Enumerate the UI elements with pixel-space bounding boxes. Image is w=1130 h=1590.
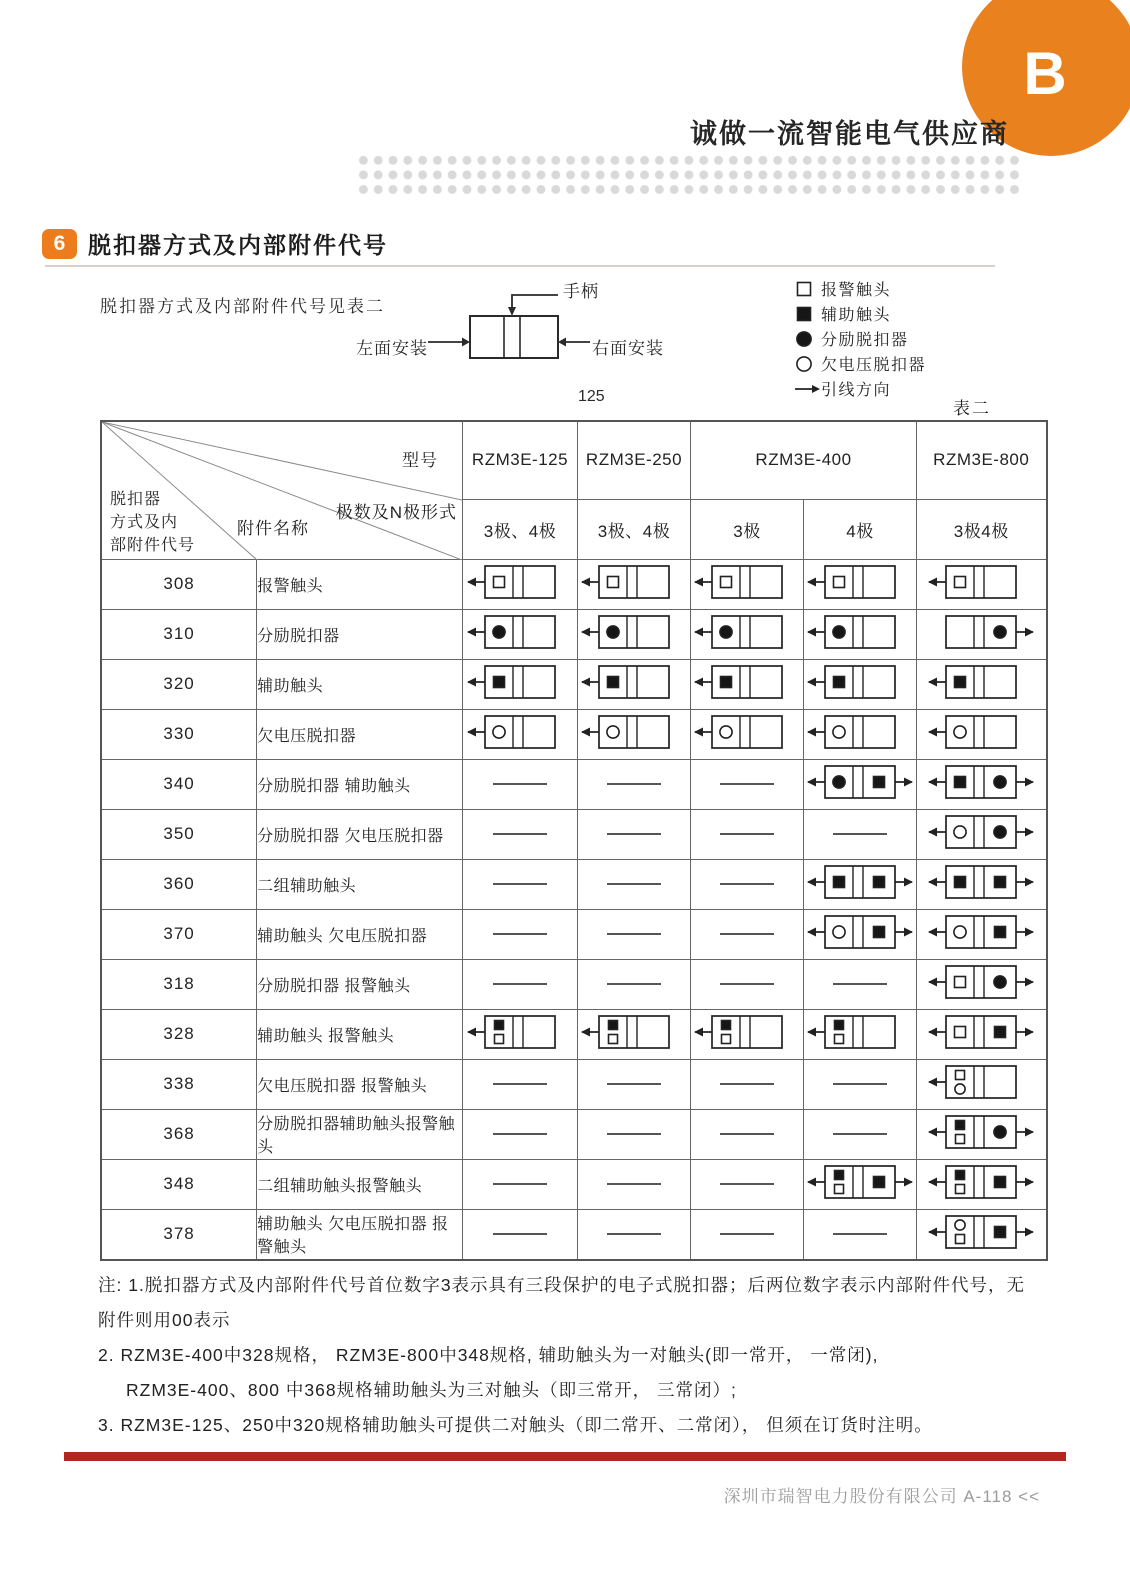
no-accessory-dash bbox=[833, 833, 887, 835]
diagram-cell bbox=[578, 759, 691, 809]
no-accessory-dash bbox=[833, 1133, 887, 1135]
diagram-cell bbox=[463, 559, 578, 609]
pole-header: 3极、4极 bbox=[578, 499, 691, 559]
no-accessory-dash bbox=[607, 1233, 661, 1235]
accessory-diagram bbox=[925, 960, 1037, 1004]
diagram-cell bbox=[463, 1209, 578, 1260]
diagram-cell bbox=[804, 809, 917, 859]
diagram-cell bbox=[917, 709, 1047, 759]
legend-label: 辅助触头 bbox=[821, 307, 892, 324]
section-divider bbox=[45, 265, 995, 267]
accessory-code: 338 bbox=[101, 1059, 257, 1109]
accessory-diagram bbox=[925, 610, 1037, 654]
no-accessory-dash bbox=[493, 933, 547, 935]
accessory-diagram bbox=[464, 560, 576, 604]
table-row bbox=[101, 1059, 1047, 1109]
no-accessory-dash bbox=[720, 783, 774, 785]
diagram-cell bbox=[804, 759, 917, 809]
diagram-cell bbox=[463, 659, 578, 709]
diagram-cell bbox=[463, 1109, 578, 1159]
diagram-cell bbox=[578, 1159, 691, 1209]
pole-header: 3极 bbox=[691, 499, 804, 559]
diagram-cell bbox=[804, 709, 917, 759]
accessory-diagram bbox=[578, 660, 690, 704]
accessory-code: 318 bbox=[101, 959, 257, 1009]
right-mount-label: 右面安装 bbox=[592, 339, 664, 358]
diagram-cell bbox=[917, 759, 1047, 809]
accessory-diagram bbox=[925, 1210, 1037, 1254]
diagram-cell bbox=[917, 809, 1047, 859]
table-row bbox=[101, 759, 1047, 809]
legend-label: 欠电压脱扣器 bbox=[821, 357, 927, 374]
diagram-cell bbox=[691, 559, 804, 609]
diagram-cell bbox=[917, 859, 1047, 909]
legend bbox=[795, 276, 926, 401]
accessory-code: 330 bbox=[101, 709, 257, 759]
table-row bbox=[101, 1109, 1047, 1159]
accessory-diagram bbox=[464, 610, 576, 654]
accessory-diagram bbox=[804, 710, 916, 754]
accessory-code: 350 bbox=[101, 809, 257, 859]
diagram-cell bbox=[463, 709, 578, 759]
accessory-name: 辅助触头 bbox=[257, 659, 463, 709]
table-row bbox=[101, 709, 1047, 759]
accessory-diagram bbox=[464, 1010, 576, 1054]
accessory-code: 378 bbox=[101, 1209, 257, 1260]
footer-bar bbox=[64, 1452, 1066, 1461]
diagram-cell bbox=[917, 1109, 1047, 1159]
accessory-code: 320 bbox=[101, 659, 257, 709]
corner-accessory-label: 附件名称 bbox=[237, 519, 309, 538]
notes bbox=[98, 1268, 1028, 1443]
diagram-cell bbox=[691, 809, 804, 859]
accessory-diagram bbox=[691, 1010, 803, 1054]
accessory-diagram bbox=[925, 1160, 1037, 1204]
no-accessory-dash bbox=[493, 1183, 547, 1185]
intro-text: 脱扣器方式及内部附件代号见表二 bbox=[100, 297, 385, 316]
table-row bbox=[101, 809, 1047, 859]
dots-decoration bbox=[356, 153, 1024, 197]
accessory-diagram bbox=[578, 610, 690, 654]
accessory-diagram bbox=[578, 1010, 690, 1054]
accessory-name: 分励脱扣器 辅助触头 bbox=[257, 759, 463, 809]
diagram-cell bbox=[691, 1159, 804, 1209]
diagram-cell bbox=[691, 1009, 804, 1059]
diagram-cell bbox=[917, 1209, 1047, 1260]
accessory-name: 分励脱扣器 报警触头 bbox=[257, 959, 463, 1009]
accessory-diagram bbox=[578, 560, 690, 604]
diagram-cell bbox=[578, 909, 691, 959]
corner-code-label: 脱扣器 方式及内 部附件代号 bbox=[110, 491, 196, 554]
accessory-name: 分励脱扣器 欠电压脱扣器 bbox=[257, 809, 463, 859]
note-line: 附件则用00表示 bbox=[98, 1310, 231, 1330]
diagram-cell bbox=[578, 1059, 691, 1109]
legend-item bbox=[795, 301, 926, 326]
circle-filled-icon bbox=[795, 330, 821, 348]
diagram-cell bbox=[691, 1059, 804, 1109]
corner-poles-label: 极数及N极形式 bbox=[335, 503, 457, 522]
accessory-code: 348 bbox=[101, 1159, 257, 1209]
accessory-diagram bbox=[804, 910, 916, 954]
accessory-code: 370 bbox=[101, 909, 257, 959]
accessory-code: 340 bbox=[101, 759, 257, 809]
no-accessory-dash bbox=[493, 983, 547, 985]
diagonal-header-cell bbox=[101, 421, 463, 559]
no-accessory-dash bbox=[607, 883, 661, 885]
accessory-diagram bbox=[691, 610, 803, 654]
no-accessory-dash bbox=[720, 883, 774, 885]
diagram-cell bbox=[578, 659, 691, 709]
no-accessory-dash bbox=[493, 1083, 547, 1085]
model-header: RZM3E-250 bbox=[578, 421, 691, 499]
model-header: RZM3E-800 bbox=[917, 421, 1047, 499]
accessory-diagram bbox=[578, 710, 690, 754]
legend-item bbox=[795, 326, 926, 351]
accessory-diagram bbox=[925, 560, 1037, 604]
diagram-cell bbox=[578, 709, 691, 759]
no-accessory-dash bbox=[720, 983, 774, 985]
table-row bbox=[101, 859, 1047, 909]
accessory-diagram bbox=[804, 660, 916, 704]
diagram-cell bbox=[917, 1059, 1047, 1109]
diagram-cell bbox=[804, 1059, 917, 1109]
diagram-cell bbox=[804, 959, 917, 1009]
diagram-cell bbox=[804, 1009, 917, 1059]
accessory-name: 欠电压脱扣器 报警触头 bbox=[257, 1059, 463, 1109]
diagram-cell bbox=[917, 659, 1047, 709]
table-row bbox=[101, 609, 1047, 659]
pole-header: 3极、4极 bbox=[463, 499, 578, 559]
accessory-diagram bbox=[925, 660, 1037, 704]
accessory-diagram bbox=[464, 710, 576, 754]
diagram-cell bbox=[691, 1109, 804, 1159]
table-caption: 表二 bbox=[953, 399, 991, 418]
accessory-name: 报警触头 bbox=[257, 559, 463, 609]
diagram-cell bbox=[917, 1159, 1047, 1209]
diagram-cell bbox=[691, 659, 804, 709]
legend-item bbox=[795, 376, 926, 401]
legend-item bbox=[795, 276, 926, 301]
accessory-code: 308 bbox=[101, 559, 257, 609]
accessory-diagram bbox=[925, 1010, 1037, 1054]
no-accessory-dash bbox=[720, 933, 774, 935]
no-accessory-dash bbox=[493, 1133, 547, 1135]
diagram-cell bbox=[578, 859, 691, 909]
no-accessory-dash bbox=[607, 1183, 661, 1185]
accessory-code: 360 bbox=[101, 859, 257, 909]
diagram-cell bbox=[917, 909, 1047, 959]
footer-company: 深圳市瑞智电力股份有限公司 A-118 << bbox=[723, 1487, 1040, 1506]
pole-header: 4极 bbox=[804, 499, 917, 559]
frame-size-label: 125 bbox=[578, 388, 605, 405]
accessory-diagram bbox=[464, 660, 576, 704]
accessory-code: 328 bbox=[101, 1009, 257, 1059]
diagram-cell bbox=[804, 609, 917, 659]
diagram-cell bbox=[691, 1209, 804, 1260]
diagram-cell bbox=[463, 859, 578, 909]
accessory-name: 辅助触头 欠电压脱扣器 bbox=[257, 909, 463, 959]
accessory-diagram bbox=[925, 910, 1037, 954]
no-accessory-dash bbox=[607, 933, 661, 935]
diagram-cell bbox=[804, 909, 917, 959]
table-row bbox=[101, 1009, 1047, 1059]
accessory-diagram bbox=[925, 1110, 1037, 1154]
accessory-code: 368 bbox=[101, 1109, 257, 1159]
diagram-cell bbox=[691, 859, 804, 909]
legend-label: 引线方向 bbox=[821, 382, 892, 399]
accessory-diagram bbox=[691, 560, 803, 604]
no-accessory-dash bbox=[833, 983, 887, 985]
square-open-icon bbox=[795, 280, 821, 298]
accessory-diagram bbox=[925, 810, 1037, 854]
note-line: 3. RZM3E-125、250中320规格辅助触头可提供二对触头（即二常开、二常闭）， 但须在订货时注明。 bbox=[98, 1415, 933, 1435]
no-accessory-dash bbox=[493, 883, 547, 885]
diagram-cell bbox=[578, 1209, 691, 1260]
accessory-name: 分励脱扣器辅助触头报警触头 bbox=[257, 1109, 463, 1159]
table-row bbox=[101, 659, 1047, 709]
accessory-diagram bbox=[691, 710, 803, 754]
table-row bbox=[101, 559, 1047, 609]
diagram-cell bbox=[463, 959, 578, 1009]
note-line: 2. RZM3E-400中328规格， RZM3E-800中348规格, 辅助触头为一对触头(即一常开， 一常闭), bbox=[98, 1345, 879, 1365]
diagram-cell bbox=[463, 609, 578, 659]
diagram-cell bbox=[578, 559, 691, 609]
diagram-cell bbox=[578, 809, 691, 859]
no-accessory-dash bbox=[493, 783, 547, 785]
legend-label: 分励脱扣器 bbox=[821, 332, 909, 349]
accessory-name: 欠电压脱扣器 bbox=[257, 709, 463, 759]
diagram-cell bbox=[917, 609, 1047, 659]
no-accessory-dash bbox=[720, 1233, 774, 1235]
accessory-diagram bbox=[804, 1010, 916, 1054]
diagram-cell bbox=[691, 909, 804, 959]
no-accessory-dash bbox=[833, 1083, 887, 1085]
no-accessory-dash bbox=[720, 833, 774, 835]
accessory-diagram bbox=[925, 1060, 1037, 1104]
diagram-cell bbox=[917, 559, 1047, 609]
diagram-cell bbox=[578, 1009, 691, 1059]
note-line: 注: 1.脱扣器方式及内部附件代号首位数字3表示具有三段保护的电子式脱扣器；后两位数字表示内部附件代号，无 bbox=[98, 1275, 1026, 1295]
diagram-cell bbox=[804, 1209, 917, 1260]
pole-header: 3极4极 bbox=[917, 499, 1047, 559]
diagram-cell bbox=[804, 559, 917, 609]
diagram-cell bbox=[463, 809, 578, 859]
company-slogan: 诚做一流智能电气供应商 bbox=[690, 119, 1009, 149]
no-accessory-dash bbox=[720, 1183, 774, 1185]
square-filled-icon bbox=[795, 305, 821, 323]
section-title: 脱扣器方式及内部附件代号 bbox=[88, 232, 388, 258]
no-accessory-dash bbox=[607, 1133, 661, 1135]
diagram-cell bbox=[578, 609, 691, 659]
legend-item bbox=[795, 351, 926, 376]
table-row bbox=[101, 959, 1047, 1009]
no-accessory-dash bbox=[607, 1083, 661, 1085]
no-accessory-dash bbox=[720, 1083, 774, 1085]
accessory-diagram bbox=[925, 710, 1037, 754]
diagram-cell bbox=[463, 1009, 578, 1059]
no-accessory-dash bbox=[493, 1233, 547, 1235]
accessory-diagram bbox=[691, 660, 803, 704]
table-row bbox=[101, 909, 1047, 959]
no-accessory-dash bbox=[720, 1133, 774, 1135]
diagram-cell bbox=[691, 709, 804, 759]
corner-model-label: 型号 bbox=[402, 451, 438, 470]
diagram-cell bbox=[463, 759, 578, 809]
corner-badge-letter: B bbox=[1023, 39, 1067, 107]
accessory-name: 二组辅助触头报警触头 bbox=[257, 1159, 463, 1209]
handle-label: 手柄 bbox=[563, 282, 599, 301]
diagram-cell bbox=[578, 959, 691, 1009]
accessory-diagram bbox=[804, 610, 916, 654]
diagram-cell bbox=[804, 1159, 917, 1209]
section-number-badge: 6 bbox=[42, 229, 77, 259]
accessory-name: 分励脱扣器 bbox=[257, 609, 463, 659]
no-accessory-dash bbox=[493, 833, 547, 835]
note-line: RZM3E-400、800 中368规格辅助触头为三对触头（即三常开， 三常闭）; bbox=[126, 1380, 737, 1400]
accessory-diagram bbox=[925, 860, 1037, 904]
left-mount-label: 左面安装 bbox=[356, 339, 428, 358]
diagram-cell bbox=[463, 1059, 578, 1109]
accessory-diagram bbox=[804, 760, 916, 804]
no-accessory-dash bbox=[607, 833, 661, 835]
circle-open-icon bbox=[795, 355, 821, 373]
accessory-code: 310 bbox=[101, 609, 257, 659]
model-header: RZM3E-400 bbox=[691, 421, 917, 499]
no-accessory-dash bbox=[833, 1233, 887, 1235]
diagram-cell bbox=[804, 1109, 917, 1159]
diagram-cell bbox=[917, 1009, 1047, 1059]
diagram-cell bbox=[691, 759, 804, 809]
diagram-cell bbox=[917, 959, 1047, 1009]
diagram-cell bbox=[691, 609, 804, 659]
table-row bbox=[101, 1159, 1047, 1209]
accessory-diagram bbox=[804, 560, 916, 604]
accessory-name: 辅助触头 报警触头 bbox=[257, 1009, 463, 1059]
diagram-cell bbox=[463, 909, 578, 959]
accessory-name: 辅助触头 欠电压脱扣器 报警触头 bbox=[257, 1209, 463, 1260]
no-accessory-dash bbox=[607, 983, 661, 985]
legend-label: 报警触头 bbox=[821, 282, 892, 299]
accessory-name: 二组辅助触头 bbox=[257, 859, 463, 909]
diagram-cell bbox=[804, 659, 917, 709]
accessory-code-table bbox=[100, 420, 1048, 1261]
accessory-diagram bbox=[804, 1160, 916, 1204]
no-accessory-dash bbox=[607, 783, 661, 785]
diagram-cell bbox=[691, 959, 804, 1009]
diagram-cell bbox=[463, 1159, 578, 1209]
accessory-diagram bbox=[925, 760, 1037, 804]
model-header: RZM3E-125 bbox=[463, 421, 578, 499]
arrow-icon bbox=[795, 383, 821, 395]
accessory-diagram bbox=[804, 860, 916, 904]
table-row bbox=[101, 1209, 1047, 1260]
diagram-cell bbox=[804, 859, 917, 909]
diagram-cell bbox=[578, 1109, 691, 1159]
